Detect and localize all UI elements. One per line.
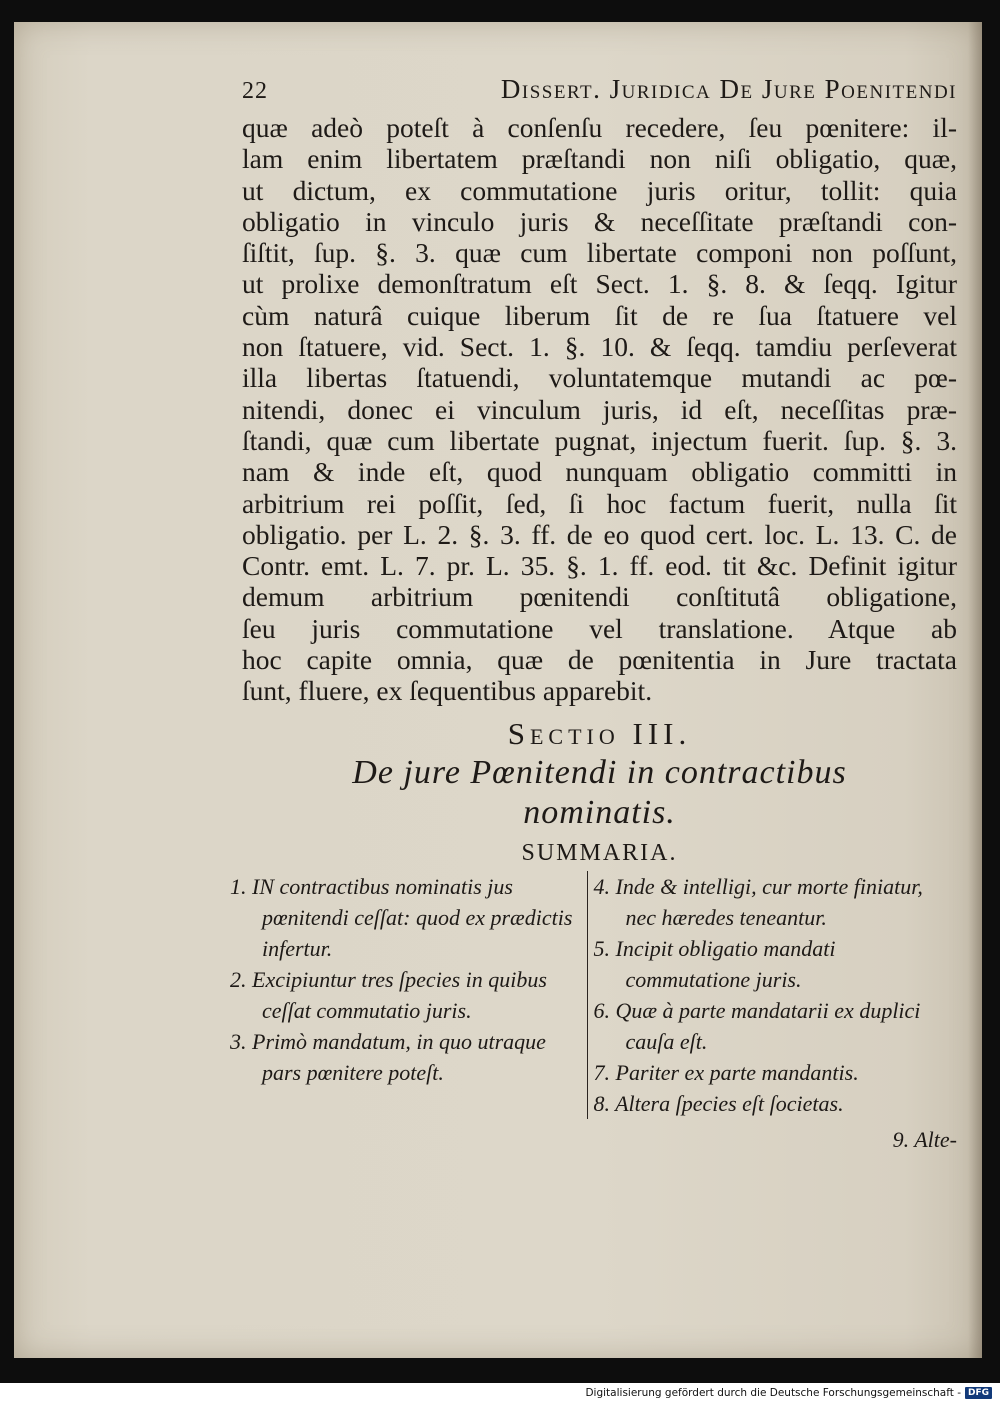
book-page <box>14 22 982 1358</box>
body-line: obligatio in vinculo juris & neceſſitate præſtandi con- <box>242 205 957 237</box>
summaria-entry: 7. Pariter ex parte mandantis. <box>593 1059 859 1085</box>
running-title: Dissert. Juridica De Jure Poenitendi <box>500 74 957 104</box>
summaria-entry: 6. Quæ à parte mandatarii ex duplici cauſa eſt. <box>593 997 921 1054</box>
summaria-columns <box>230 871 957 1152</box>
digitization-footer <box>0 1383 1000 1402</box>
dfg-logo-icon: DFG <box>965 1387 992 1399</box>
summaria-entry: 1. IN contractibus nominatis jus pœnitendi ceſſat: quod ex prædictis infertur. <box>230 873 573 961</box>
footer-credit: Digitalisierung gefördert durch die Deutsche Forschungsgemeinschaft - <box>585 1386 961 1399</box>
body-line: arbitrium rei poſſit, ſed, ſi hoc factum fuerit, nulla ſit <box>242 487 957 519</box>
section-heading: Sectio III. <box>507 715 692 751</box>
body-line: nam & inde eſt, quod nunquam obligatio committi in <box>242 456 957 488</box>
summaria-heading: SUMMARIA. <box>521 839 678 866</box>
body-line: ſunt, fluere, ex ſequentibus apparebit. <box>242 675 653 707</box>
summaria-entry: 2. Excipiuntur tres ſpecies in quibus ceſſat commutatio juris. <box>230 966 547 1023</box>
body-line: ut prolixe demonſtratum eſt Sect. 1. §. 8. & ſeqq. Igitur <box>242 268 957 300</box>
body-line: obligatio. per L. 2. §. 3. ff. de eo quod cert. loc. L. 13. C. de <box>242 518 957 550</box>
body-line: hoc capite omnia, quæ de pœnitentia in Jure tractata <box>242 644 957 676</box>
body-line: demum arbitrium pœnitendi conſtitutâ obligatione, <box>242 581 957 613</box>
body-text <box>242 112 957 707</box>
summaria-left-column <box>230 871 588 1119</box>
page-edge-shadow <box>968 22 982 1358</box>
page-number: 22 <box>242 78 268 104</box>
section-title-line-2: nominatis. <box>523 793 676 831</box>
summaria-entry: 8. Altera ſpecies eſt ſocietas. <box>593 1090 844 1116</box>
body-line: illa libertas ſtatuendi, voluntatemque mutandi ac pœ- <box>242 362 957 394</box>
body-line: ſtandi, quæ cum libertate pugnat, injectum fuerit. ſup. §. 3. <box>242 424 957 456</box>
body-line: Contr. emt. L. 7. pr. L. 35. §. 1. ff. eod. tit &c. Definit igitur <box>242 550 957 582</box>
body-line: lam enim libertatem præſtandi non niſi obligatio, quæ, <box>242 143 957 175</box>
section-title-line-1: De jure Pœnitendi in contractibus <box>352 753 847 791</box>
summaria-entry: 3. Primò mandatum, in quo utraque pars pœnitere poteſt. <box>230 1028 546 1085</box>
running-head <box>242 74 957 112</box>
summaria-entry: 5. Incipit obligatio mandati commutatione juris. <box>593 935 836 992</box>
text-block <box>230 74 957 1152</box>
summaria-right-column <box>588 871 946 1119</box>
body-line: ut dictum, ex commutatione juris oritur, tollit: quia <box>242 174 957 206</box>
summaria-entry: 4. Inde & intelligi, cur morte finiatur, nec hæredes teneantur. <box>593 873 923 930</box>
body-line: ſeu juris commutatione vel translatione. Atque ab <box>242 612 957 644</box>
body-line: quæ adeò poteſt à conſenſu recedere, ſeu pœnitere: il- <box>242 112 957 143</box>
catchword: 9. Alte- <box>892 1126 957 1152</box>
body-line: ſiſtit, ſup. §. 3. quæ cum libertate componi non poſſunt, <box>242 237 957 269</box>
body-line: non ſtatuere, vid. Sect. 1. §. 10. & ſeqq. tamdiu perſeverat <box>242 331 957 363</box>
body-line: cùm naturâ cuique liberum ſit de re ſua ſtatuere vel <box>242 299 957 331</box>
body-line: nitendi, donec ei vinculum juris, id eſt, neceſſitas præ- <box>242 393 957 425</box>
